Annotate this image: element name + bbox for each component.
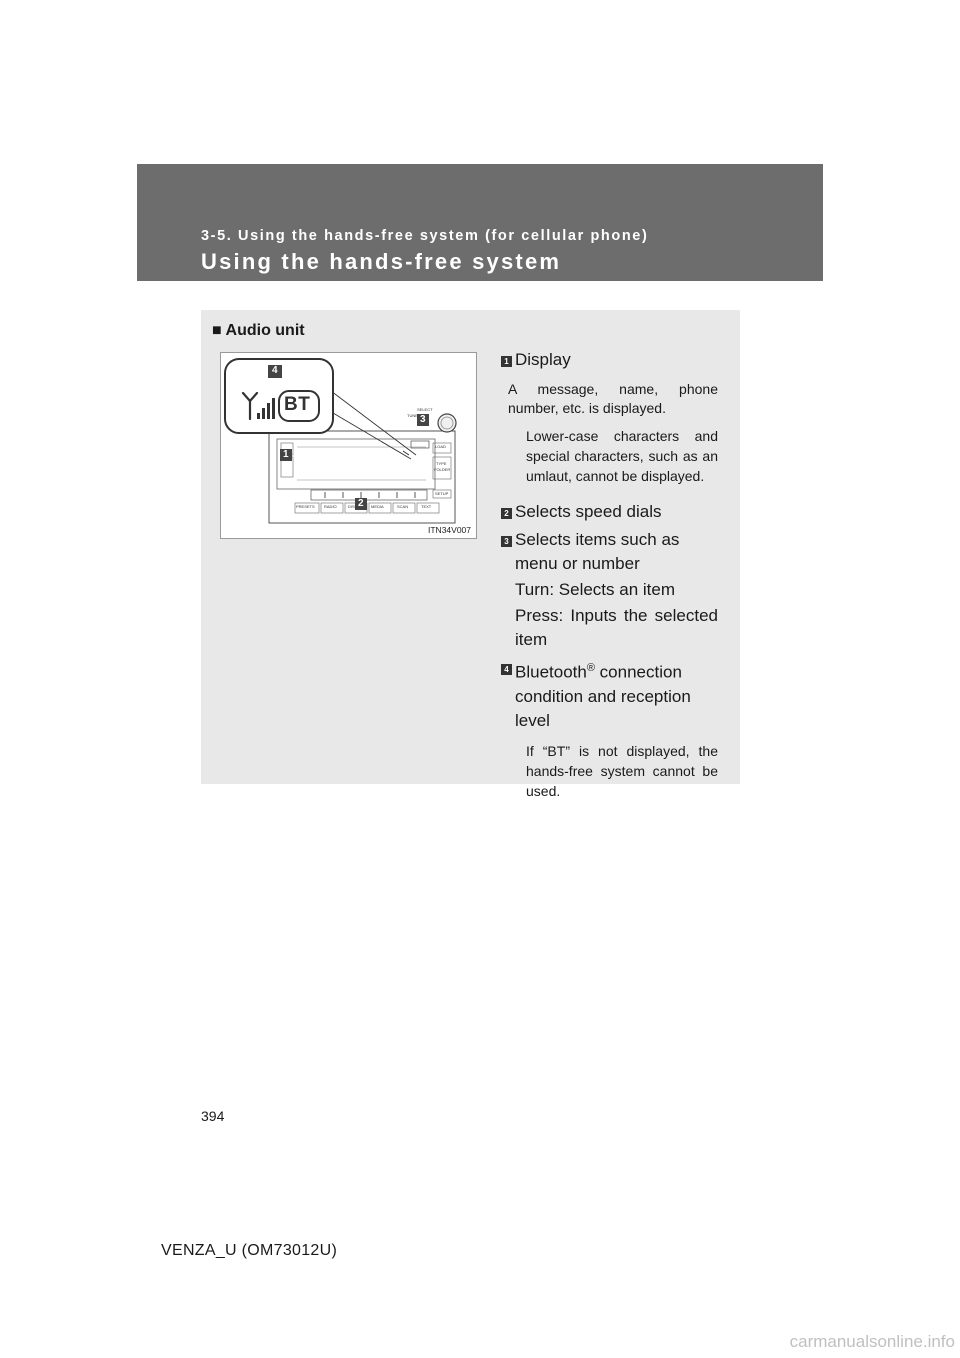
item-label: Selects speed dials xyxy=(515,502,662,521)
audio-unit-panel xyxy=(201,310,740,799)
callout-number: 1 xyxy=(501,356,512,367)
item-label: Selects items such as menu or number xyxy=(515,530,680,573)
unit-label-folder: FOLDER xyxy=(434,467,451,472)
list-item xyxy=(506,656,718,801)
page-number: 394 xyxy=(201,1108,225,1124)
subheading: ■ Audio unit xyxy=(212,322,305,339)
unit-label-load: LOAD xyxy=(435,444,446,449)
audio-unit-figure xyxy=(220,352,477,539)
unit-button-disc: DISC xyxy=(348,504,358,509)
callout-number: 3 xyxy=(501,536,512,547)
watermark: carmanualsonline.info xyxy=(789,1332,955,1351)
section-label: 3-5. Using the hands-free system (for cellular phone) xyxy=(201,228,649,244)
list-item xyxy=(506,348,718,486)
item-label xyxy=(515,656,718,733)
figure-code: ITN34V007 xyxy=(428,525,471,535)
item-label: Display xyxy=(515,350,571,369)
badge-2-label: 2 xyxy=(358,498,364,509)
item-note: Lower-case characters and special characters, such as an umlaut, cannot be displayed. xyxy=(526,428,718,484)
unit-button-scan: SCAN xyxy=(397,504,409,509)
item-turn: Turn: Selects an item xyxy=(515,580,675,599)
badge-4-label: 4 xyxy=(272,365,278,376)
list-item xyxy=(506,500,718,524)
page-title: Using the hands-free system xyxy=(201,249,562,274)
unit-label-select: SELECT xyxy=(417,407,433,412)
bt-label: BT xyxy=(284,394,311,415)
item-press: Press: Inputs the selected item xyxy=(515,606,718,649)
badge-3-label: 3 xyxy=(420,414,426,425)
callout-list xyxy=(506,348,718,801)
chapter-header xyxy=(137,164,823,281)
item-description: A message, name, phone number, etc. is displayed. xyxy=(508,381,718,416)
unit-button-radio: RADIO xyxy=(324,504,337,509)
item-note: If “BT” is not displayed, the hands-free system cannot be used. xyxy=(526,742,718,799)
unit-button-media: MEDIA xyxy=(371,504,384,509)
callout-number: 4 xyxy=(501,664,512,675)
callout-number: 2 xyxy=(501,508,512,519)
item-label-brand: Bluetooth xyxy=(515,662,587,682)
model-code: VENZA_U (OM73012U) xyxy=(161,1242,338,1259)
unit-label-type: TYPE xyxy=(436,461,447,466)
item-label-rest: connection condition and reception level xyxy=(515,662,691,730)
registered-mark: ® xyxy=(586,662,595,674)
unit-button-presets: PRESETS xyxy=(296,504,315,509)
unit-label-setup: SETUP xyxy=(435,491,449,496)
list-item xyxy=(506,528,718,652)
unit-label-tune: TUNE xyxy=(407,413,418,418)
unit-button-text: TEXT xyxy=(421,504,432,509)
badge-1-label: 1 xyxy=(283,449,289,460)
